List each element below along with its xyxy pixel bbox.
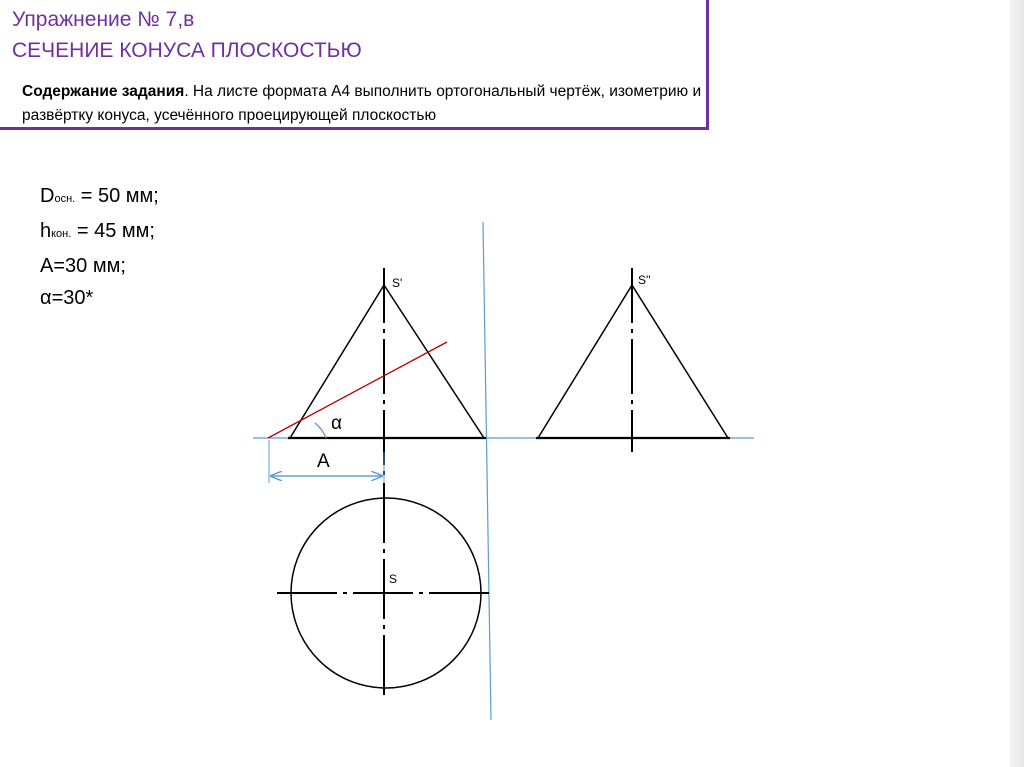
- vertical-projection-axis: [483, 222, 491, 720]
- front-view: [268, 268, 486, 476]
- exercise-title: СЕЧЕНИЕ КОНУСА ПЛОСКОСТЬЮ: [12, 39, 362, 62]
- param-height: hкон. = 45 мм;: [40, 220, 155, 242]
- task-text: . На листе формата А4 выполнить ортогональный чертёж, изометрию и развёртку конуса, усечённого проецирующей плоскостью: [22, 83, 702, 124]
- side-apex-label: S'': [638, 273, 651, 287]
- exercise-number: Упражнение № 7,в: [12, 8, 195, 31]
- top-view: [277, 483, 495, 695]
- side-view: [536, 268, 730, 452]
- top-center-label: S: [389, 572, 398, 586]
- front-cone-outline: [290, 285, 484, 438]
- param-alpha: α=30*: [40, 287, 94, 309]
- task-label: Содержание задания: [22, 83, 185, 100]
- cutting-plane: [268, 342, 447, 438]
- angle-label: α: [331, 413, 342, 434]
- param-diameter: Dосн. = 50 мм;: [40, 185, 159, 207]
- param-a: А=30 мм;: [40, 255, 126, 277]
- front-apex-label: S': [392, 276, 403, 290]
- dimension-label: А: [317, 451, 330, 472]
- angle-arc: [315, 423, 326, 438]
